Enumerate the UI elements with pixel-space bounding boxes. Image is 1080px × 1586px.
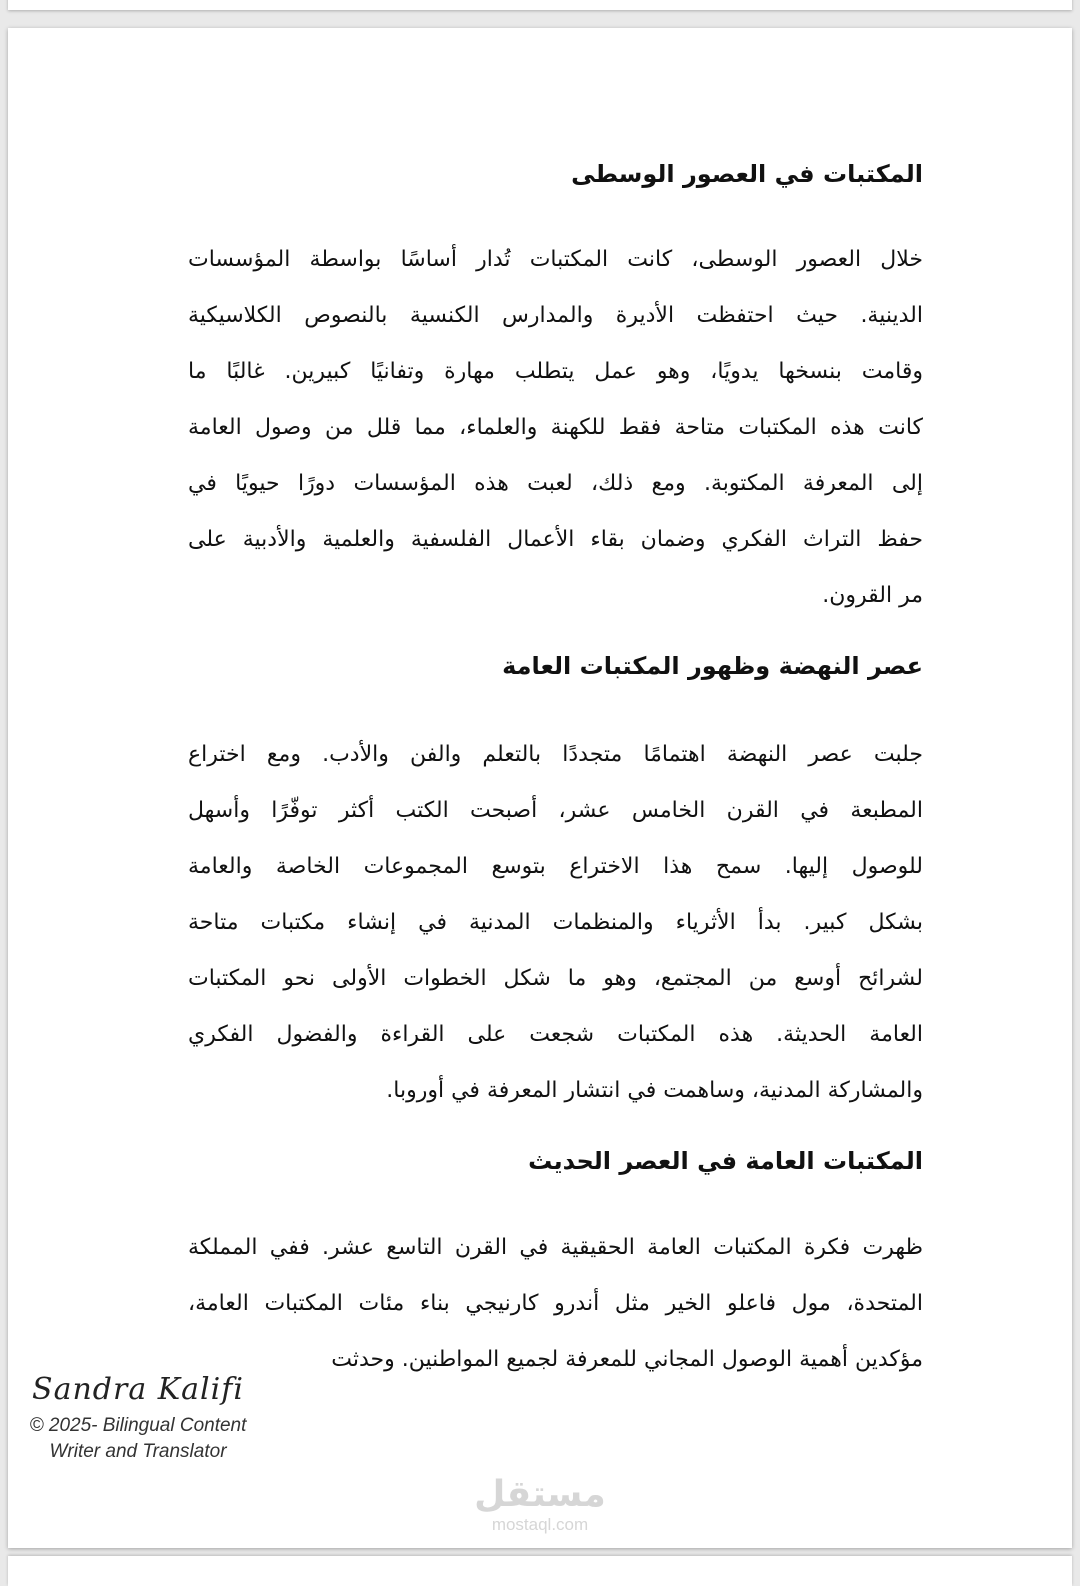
previous-page-edge — [8, 0, 1072, 10]
signature-credit-line1: © 2025- Bilingual Content — [29, 1415, 247, 1436]
paragraph-line: جلبت عصر النهضة اهتمامًا متجددًا بالتعلم والفن والأدب. ومع اختراع — [188, 742, 923, 767]
watermark-logo: مستقل — [474, 1474, 606, 1515]
watermark-url: mostaql.com — [491, 1515, 589, 1534]
paragraph-middle-ages — [188, 232, 923, 624]
paragraph-line: لشرائح أوسع من المجتمع، وهو ما شكل الخطوات الأولى نحو المكتبات — [188, 966, 923, 991]
paragraph-line: مؤكدين أهمية الوصول المجاني للمعرفة لجميع المواطنين. وحدثت — [331, 1347, 923, 1372]
paragraph-line: والمشاركة المدنية، وساهمت في انتشار المعرفة في أوروبا. — [386, 1078, 923, 1103]
paragraph-line: ظهرت فكرة المكتبات العامة الحقيقية في القرن التاسع عشر. ففي المملكة — [188, 1235, 923, 1260]
paragraph-line: العامة الحديثة. هذه المكتبات شجعت على القراءة والفضول الفكري — [188, 1022, 923, 1047]
section-heading-renaissance: عصر النهضة وظهور المكتبات العامة — [502, 652, 923, 680]
author-signature — [18, 1372, 258, 1465]
paragraph-line: المطبعة في القرن الخامس عشر، أصبحت الكتب أكثر توفّرًا وأسهل — [188, 798, 923, 823]
paragraph-line: حفظ التراث الفكري وضمان بقاء الأعمال الفلسفية والعلمية والأدبية على — [188, 527, 923, 552]
next-page-edge — [8, 1556, 1072, 1586]
paragraph-line: الدينية. حيث احتفظت الأديرة والمدارس الكنسية بالنصوص الكلاسيكية — [188, 303, 923, 328]
paragraph-line: بشكل كبير. بدأ الأثرياء والمنظمات المدنية في إنشاء مكتبات متاحة — [188, 910, 923, 935]
paragraph-line: كانت هذه المكتبات متاحة فقط للكهنة والعلماء، مما قلل من وصول العامة — [188, 415, 923, 440]
paragraph-line: مر القرون. — [822, 583, 923, 608]
paragraph-renaissance — [188, 727, 923, 1119]
paragraph-line: المتحدة، مول فاعلو الخير مثل أندرو كارنيجي بناء مئات المكتبات العامة، — [188, 1291, 923, 1316]
paragraph-line: وقامت بنسخها يدويًا، وهو عمل يتطلب مهارة وتفانيًا كبيرين. غالبًا ما — [188, 359, 923, 384]
section-heading-middle-ages: المكتبات في العصور الوسطى — [571, 160, 923, 188]
paragraph-line: خلال العصور الوسطى، كانت المكتبات تُدار أساسًا بواسطة المؤسسات — [188, 247, 923, 272]
paragraph-line: إلى المعرفة المكتوبة. ومع ذلك، لعبت هذه المؤسسات دورًا حيويًا في — [188, 471, 923, 496]
signature-credit — [18, 1413, 258, 1465]
paragraph-modern-era — [188, 1220, 923, 1388]
signature-credit-line2: Writer and Translator — [49, 1441, 227, 1462]
section-heading-modern-era: المكتبات العامة في العصر الحديث — [528, 1147, 923, 1175]
paragraph-line: للوصول إليها. سمح هذا الاختراع بتوسع المجموعات الخاصة والعامة — [188, 854, 923, 879]
mostaql-watermark — [470, 1475, 610, 1535]
signature-name: Sandra Kalifi — [32, 1372, 244, 1407]
